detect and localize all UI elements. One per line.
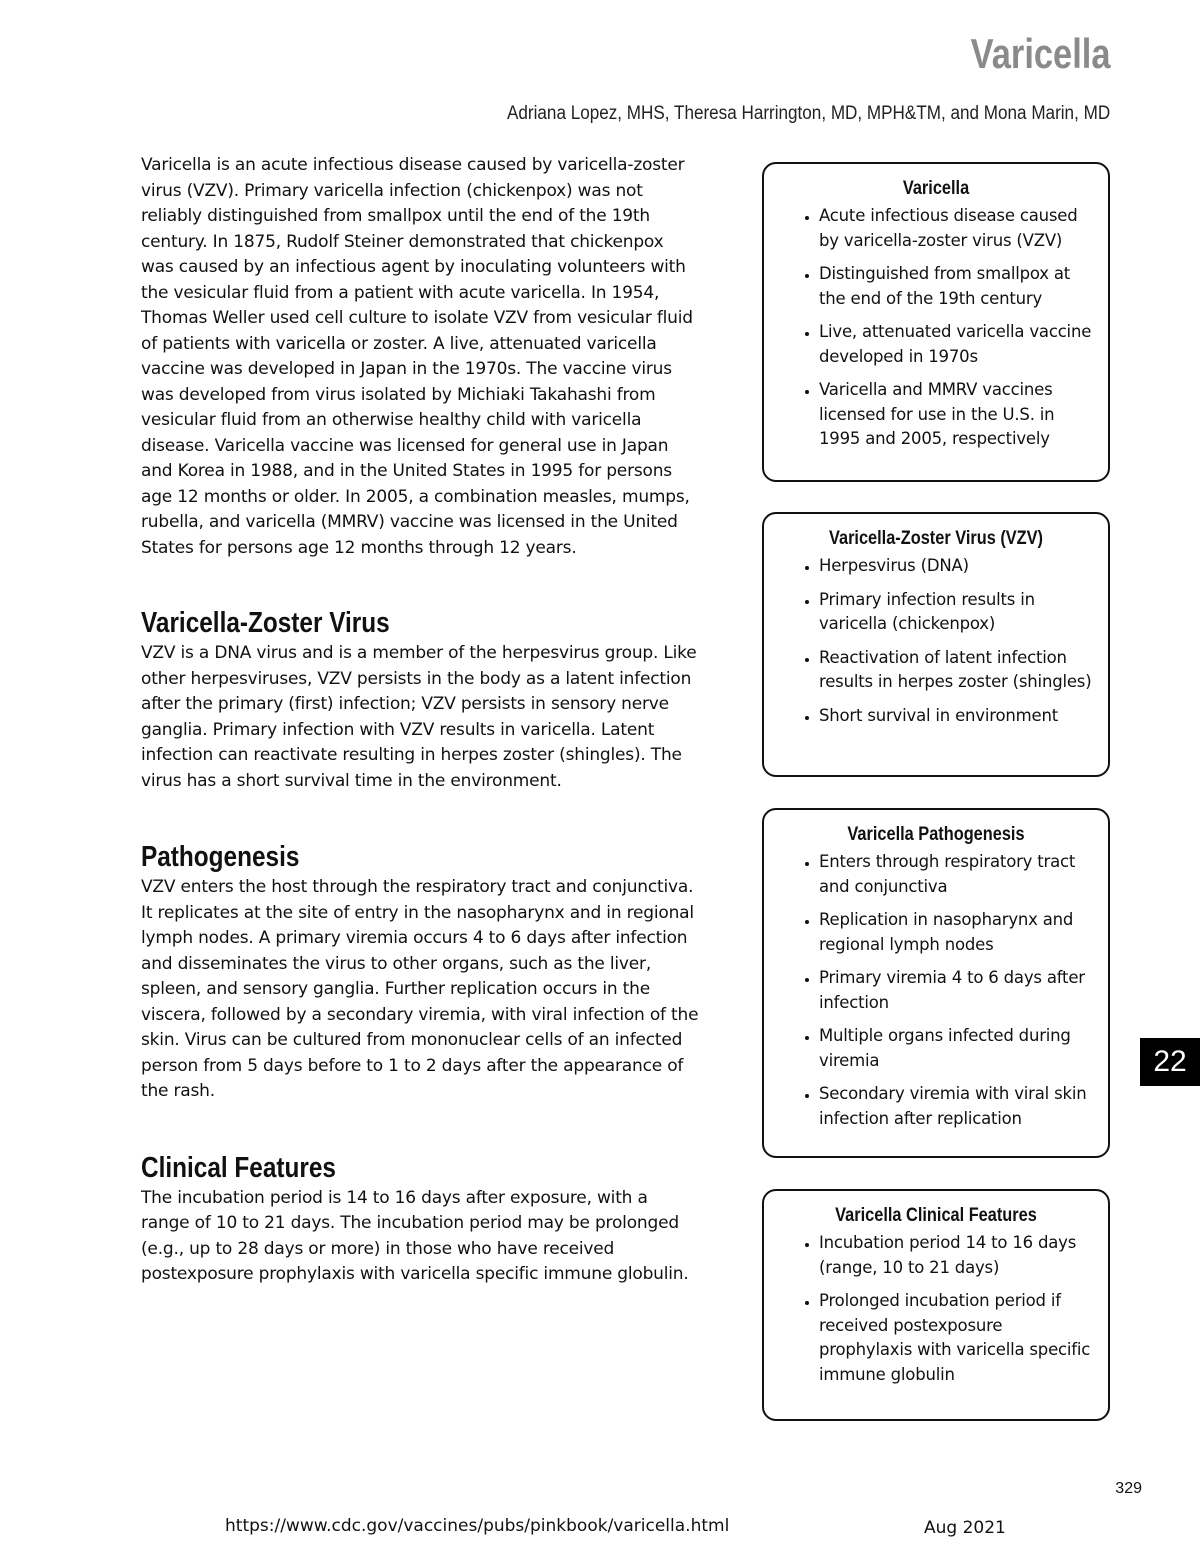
section-heading: Pathogenesis xyxy=(141,841,300,873)
list-item: • Enters through respiratory tract and conjunctiva xyxy=(819,850,1108,899)
list-item: • Live, attenuated varicella vaccine developed in 1970s xyxy=(819,320,1108,369)
list-item: • Multiple organs infected during viremia xyxy=(819,1024,1108,1073)
section-body: VZV is a DNA virus and is a member of the herpesvirus group. Like other herpesviruses, VZV persists in the body as a latent infection after the primary (first) infection; VZV persists in sensory nerve ganglia. Primary infection with VZV results in varicella. Latent infection can reactivate resulting in herpes zoster (shingles). The virus has a short survival time in the environment. xyxy=(141,643,697,791)
section-heading: Varicella-Zoster Virus xyxy=(141,607,390,639)
section-body: VZV enters the host through the respiratory tract and conjunctiva. It replicates at the site of entry in the nasopharynx and in regional lymph nodes. A primary viremia occurs 4 to 6 days after infection and disseminates the virus to other organs, such as the liver, spleen, and sensory ganglia. Further replication occurs in the viscera, followed by a secondary viremia, with viral infection of the skin. Virus can be cultured from mononuclear cells of an infected person from 5 days before to 1 to 2 days after the appearance of the rash. xyxy=(141,877,699,1101)
summary-box-vzv xyxy=(762,512,1110,777)
box-list xyxy=(764,1231,1108,1387)
list-item: • Distinguished from smallpox at the end of the 19th century xyxy=(819,262,1108,311)
summary-box-pathogenesis xyxy=(762,808,1110,1158)
box-list xyxy=(764,850,1108,1131)
main-column xyxy=(141,153,701,1288)
footer-url[interactable]: https://www.cdc.gov/vaccines/pubs/pinkbook/varicella.html xyxy=(225,1516,730,1536)
list-item: • Primary infection results in varicella (chickenpox) xyxy=(819,588,1108,637)
list-item: • Replication in nasopharynx and regional lymph nodes xyxy=(819,908,1108,957)
box-title: Varicella-Zoster Virus (VZV) xyxy=(828,528,1044,549)
list-item: • Short survival in environment xyxy=(819,704,1108,729)
section-body: The incubation period is 14 to 16 days after exposure, with a range of 10 to 21 days. The incubation period may be prolonged (e.g., up to 28 days or more) in those who have received postexposure prophylaxis with varicella specific immune globulin. xyxy=(141,1187,689,1284)
page-title: Varicella xyxy=(970,30,1110,77)
summary-box-varicella xyxy=(762,162,1110,482)
list-item: • Acute infectious disease caused by varicella-zoster virus (VZV) xyxy=(819,204,1108,253)
authors-line: Adriana Lopez, MHS, Theresa Harrington, MD, MPH&TM, and Mona Marin, MD xyxy=(506,103,1110,124)
box-title: Varicella Pathogenesis xyxy=(847,824,1025,845)
section-vzv xyxy=(141,605,701,794)
list-item: • Varicella and MMRV vaccines licensed for use in the U.S. in 1995 and 2005, respectively xyxy=(819,378,1108,452)
box-list xyxy=(764,554,1108,728)
section-clinical-features xyxy=(141,1150,701,1288)
list-item: • Primary viremia 4 to 6 days after infection xyxy=(819,966,1108,1015)
summary-box-clinical-features xyxy=(762,1189,1110,1421)
intro-paragraph: Varicella is an acute infectious disease caused by varicella-zoster virus (VZV). Primary varicella infection (chickenpox) was not reliably distinguished from smallpox until the end of the 19th century. In 1875, Rudolf Steiner demonstrated that chickenpox was caused by an infectious agent by inoculating volunteers with the vesicular fluid from a patient with acute varicella. In 1954, Thomas Weller used cell culture to isolate VZV from vesicular fluid of patients with varicella or zoster. A live, attenuated varicella vaccine was developed in Japan in the 1970s. The vaccine virus was developed from virus isolated by Michiaki Takahashi from vesicular fluid from an otherwise healthy child with varicella disease. Varicella vaccine was licensed for general use in Japan and Korea in 1988, and in the United States in 1995 for persons age 12 months or older. In 2005, a combination measles, mumps, rubella, and varicella (MMRV) vaccine was licensed in the United States for persons age 12 months through 12 years. xyxy=(141,155,693,558)
box-list xyxy=(764,204,1108,452)
chapter-tab: 22 xyxy=(1140,1038,1200,1086)
box-title: Varicella xyxy=(902,178,970,199)
list-item: • Secondary viremia with viral skin infection after replication xyxy=(819,1082,1108,1131)
box-title: Varicella Clinical Features xyxy=(835,1205,1037,1226)
page-number: 329 xyxy=(1115,1480,1142,1497)
list-item: • Prolonged incubation period if received postexposure prophylaxis with varicella specific immune globulin xyxy=(819,1289,1108,1387)
list-item: • Reactivation of latent infection results in herpes zoster (shingles) xyxy=(819,646,1108,695)
section-pathogenesis xyxy=(141,839,701,1105)
section-heading: Clinical Features xyxy=(141,1151,336,1184)
footer-date: Aug 2021 xyxy=(924,1518,1006,1538)
list-item: • Incubation period 14 to 16 days (range, 10 to 21 days) xyxy=(819,1231,1108,1280)
list-item: • Herpesvirus (DNA) xyxy=(819,554,1108,579)
